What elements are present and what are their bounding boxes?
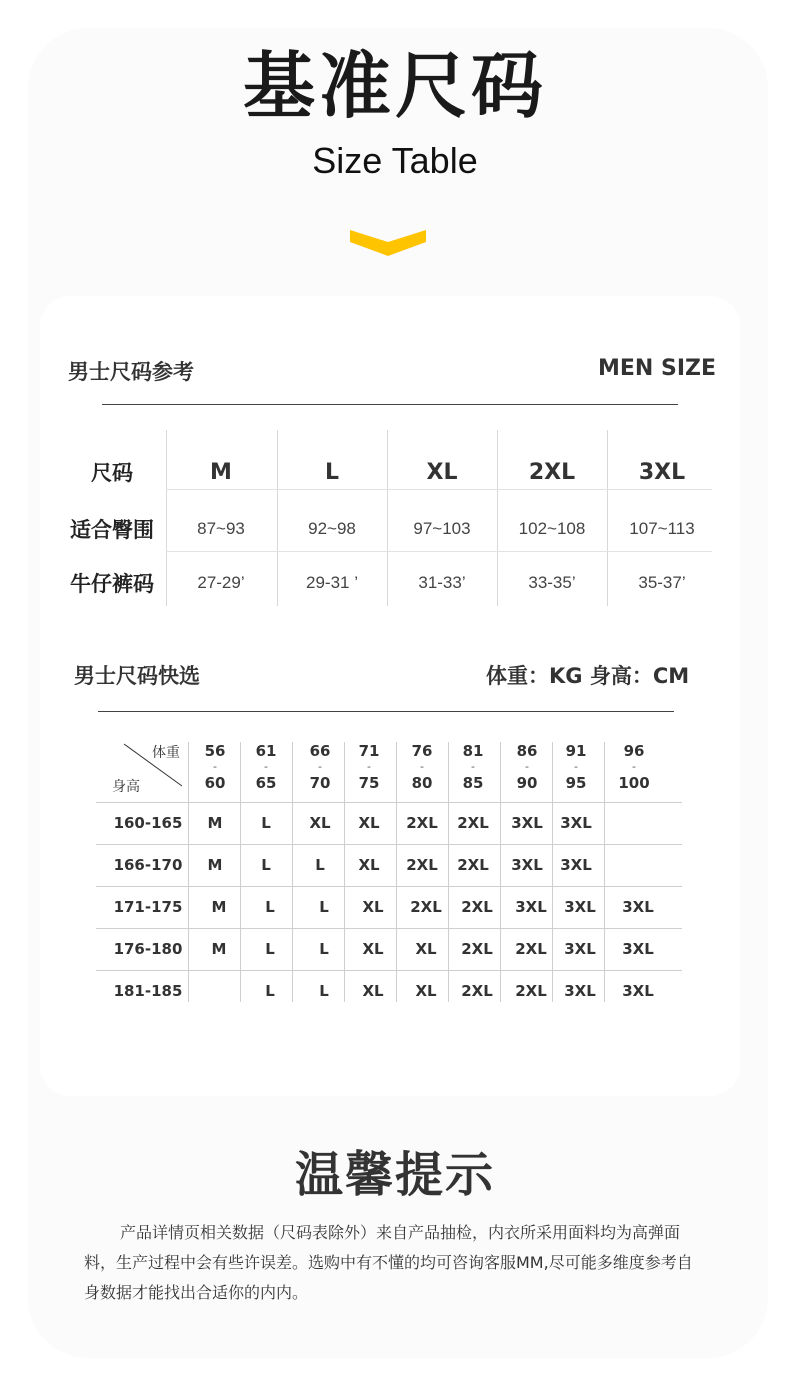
size-cell: 3XL [560, 856, 592, 874]
size-cell: 3XL [560, 814, 592, 832]
weight-separator: - [213, 760, 217, 773]
size-cell: M [211, 898, 227, 916]
size-cell: L [319, 940, 329, 958]
jeans-cell: 31-33’ [418, 573, 466, 592]
weight-min: 61 [255, 742, 277, 760]
size-cell: M [207, 814, 223, 832]
column-divider [500, 742, 501, 1002]
size-cell: XL [362, 940, 384, 958]
size-cell: 3XL [515, 898, 547, 916]
weight-max: 70 [309, 774, 331, 792]
size-header-cell: 3XL [638, 459, 686, 485]
size-cell [608, 802, 660, 844]
row-label: 牛仔裤码 [70, 572, 154, 596]
size-cell: 3XL [564, 940, 596, 958]
weight-column-header [604, 742, 664, 792]
weight-separator: - [420, 760, 424, 773]
size-cell: 3XL [511, 856, 543, 874]
jeans-cell: 33-35’ [528, 573, 576, 592]
size-cell: 3XL [511, 814, 543, 832]
hip-cell: 87~93 [197, 519, 245, 538]
row-divider [166, 489, 712, 490]
size-cell: 2XL [515, 982, 547, 1000]
size-header-cell: L [324, 459, 340, 485]
row-divider [96, 928, 682, 929]
column-divider [188, 742, 189, 1002]
weight-column-header [339, 742, 399, 792]
section-divider [102, 404, 678, 405]
row-divider [96, 970, 682, 971]
column-divider [552, 742, 553, 1002]
quick-select-units: 体重：KG 身高：CM [486, 664, 690, 688]
size-cell [608, 844, 660, 886]
column-divider [396, 742, 397, 1002]
size-cell: 2XL [406, 814, 438, 832]
weight-min: 91 [565, 742, 587, 760]
row-label: 尺码 [91, 461, 133, 485]
size-cell [193, 970, 245, 1012]
column-divider [497, 430, 498, 606]
size-cell: 3XL [622, 940, 654, 958]
size-cell: XL [358, 814, 380, 832]
weight-max: 60 [204, 774, 226, 792]
weight-separator: - [574, 760, 578, 773]
size-cell: 2XL [457, 814, 489, 832]
row-label: 适合臀围 [70, 518, 154, 542]
size-cell: 3XL [564, 982, 596, 1000]
hip-cell: 92~98 [308, 519, 356, 538]
column-divider [387, 430, 388, 606]
size-cell: 3XL [622, 898, 654, 916]
height-row-label: 166-170 [113, 856, 183, 874]
weight-min: 76 [411, 742, 433, 760]
size-cell: 3XL [622, 982, 654, 1000]
weight-max: 75 [358, 774, 380, 792]
size-cell: 2XL [515, 940, 547, 958]
column-divider [277, 430, 278, 606]
weight-max: 90 [516, 774, 538, 792]
column-divider [607, 430, 608, 606]
column-divider [344, 742, 345, 1002]
size-cell: 2XL [410, 898, 442, 916]
size-cell: 2XL [406, 856, 438, 874]
column-divider [448, 742, 449, 1002]
row-divider [96, 844, 682, 845]
height-row-label: 176-180 [113, 940, 183, 958]
size-cell: 2XL [461, 940, 493, 958]
weight-separator: - [318, 760, 322, 773]
size-cell: XL [362, 898, 384, 916]
size-header-cell: M [210, 459, 232, 485]
weight-separator: - [525, 760, 529, 773]
row-divider [96, 802, 682, 803]
size-cell: 2XL [461, 982, 493, 1000]
men-size-heading-en: MEN SIZE [598, 356, 717, 381]
corner-height-label: 身高 [112, 779, 140, 795]
height-row-label: 181-185 [113, 982, 183, 1000]
weight-separator: - [632, 760, 636, 773]
weight-max: 85 [462, 774, 484, 792]
tips-text: 产品详情页相关数据（尺码表除外）来自产品抽检，内衣所采用面料均为高弹面料，生产过程中会有些许误差。选购中有不懂的均可咨询客服MM,尽可能多维度参考自身数据才能找出合适你的内内。 [84, 1223, 693, 1302]
column-divider [604, 742, 605, 1002]
page-title: 基准尺码 [242, 44, 547, 128]
weight-max: 100 [618, 774, 650, 792]
row-divider [96, 886, 682, 887]
weight-separator: - [367, 760, 371, 773]
size-cell: L [319, 898, 329, 916]
row-divider [166, 551, 712, 552]
size-cell: 2XL [461, 898, 493, 916]
size-header-cell: XL [426, 459, 458, 485]
weight-column-header [236, 742, 296, 792]
height-row-label: 171-175 [113, 898, 183, 916]
size-cell: L [261, 856, 271, 874]
size-header-cell: 2XL [528, 459, 576, 485]
hip-cell: 107~113 [629, 519, 695, 538]
weight-min: 81 [462, 742, 484, 760]
size-cell: L [265, 898, 275, 916]
size-cell: L [315, 856, 325, 874]
size-cell: XL [358, 856, 380, 874]
jeans-cell: 27-29’ [197, 573, 245, 592]
size-cell: L [261, 814, 271, 832]
weight-max: 80 [411, 774, 433, 792]
size-cell: M [211, 940, 227, 958]
column-divider [240, 742, 241, 1002]
weight-column-header [443, 742, 503, 792]
size-cell: 3XL [564, 898, 596, 916]
quick-select-heading: 男士尺码快选 [74, 664, 200, 688]
tips-title: 温馨提示 [294, 1147, 495, 1203]
size-cell: XL [362, 982, 384, 1000]
size-cell: XL [309, 814, 331, 832]
page-subtitle: Size Table [312, 140, 478, 181]
column-divider [292, 742, 293, 1002]
height-row-label: 160-165 [113, 814, 183, 832]
men-size-heading: 男士尺码参考 [68, 360, 194, 384]
size-cell: L [265, 982, 275, 1000]
corner-weight-label: 体重 [152, 745, 180, 761]
size-cell: XL [415, 982, 437, 1000]
weight-separator: - [471, 760, 475, 773]
size-cell: XL [415, 940, 437, 958]
weight-min: 86 [516, 742, 538, 760]
hip-cell: 97~103 [413, 519, 471, 538]
weight-max: 65 [255, 774, 277, 792]
weight-column-header [546, 742, 606, 792]
chevron-down-icon [350, 228, 426, 258]
size-cell: M [207, 856, 223, 874]
weight-min: 71 [358, 742, 380, 760]
jeans-cell: 29-31 ’ [306, 573, 358, 592]
size-cell: L [265, 940, 275, 958]
jeans-cell: 35-37’ [638, 573, 686, 592]
weight-min: 56 [204, 742, 226, 760]
size-cell: L [319, 982, 329, 1000]
weight-min: 66 [309, 742, 331, 760]
hip-cell: 102~108 [518, 519, 586, 538]
section-divider [98, 711, 674, 712]
weight-separator: - [264, 760, 268, 773]
column-divider [166, 430, 167, 606]
weight-max: 95 [565, 774, 587, 792]
weight-min: 96 [623, 742, 645, 760]
size-cell: 2XL [457, 856, 489, 874]
